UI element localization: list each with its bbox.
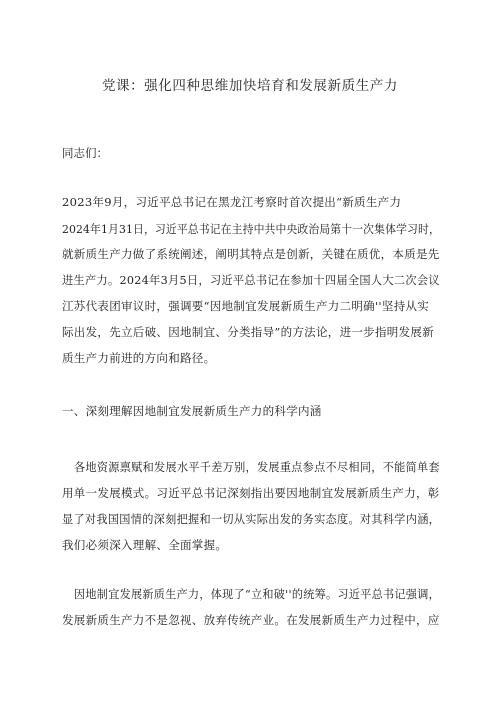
document-title: 党课：强化四种思维加快培育和发展新质生产力	[101, 78, 399, 94]
paragraph-2-line-4: 我们必须深入理解、全面掌握。	[62, 538, 228, 552]
paragraph-1-line-5: 江苏代表团审议时，强调要“因地制宜发展新质生产力二明确''坚持从实	[62, 299, 430, 313]
paragraph-3-line-1: 因地制宜发展新质生产力，体现了“立和破''的统筹。习近平总书记强调，	[74, 587, 441, 601]
paragraph-1-line-6: 际出发，先立后破、因地制宜、分类指导”的方法论，进一步指明发展新	[62, 325, 434, 339]
paragraph-1-line-1: 2023年9月，习近平总书记在黑龙江考察时首次提出“新质生产力	[62, 195, 402, 209]
paragraph-2-line-3: 显了对我国国情的深刻把握和一切从实际出发的务实态度。对其科学内涵，	[62, 512, 441, 526]
paragraph-1-line-4: 进生产力。2024年3月5日，习近平总书记在参加十四届全国人大二次会议	[62, 273, 440, 287]
paragraph-2-line-2: 用单一发展模式。习近平总书记深刻指出要因地制宜发展新质生产力，彰	[62, 486, 440, 500]
paragraph-1-line-2: 2024年1月31日，习近平总书记在主持中共中央政治局第十一次集体学习时，	[62, 222, 440, 236]
section-1-heading: 一、深刻理解因地制宜发展新质生产力的科学内涵	[62, 404, 322, 418]
paragraph-1-line-3: 就新质生产力做了系统阐述，阐明其特点是创新，关键在质优，本质是先	[62, 247, 440, 261]
paragraph-3-line-2: 发展新质生产力不是忽视、放弃传统产业。在发展新质生产力过程中，应	[62, 613, 440, 627]
salutation: 同志们：	[62, 146, 108, 160]
paragraph-2-line-1: 各地资源禀赋和发展水平千差万别，发展重点参点不尽相同，不能简单套	[74, 460, 440, 474]
paragraph-1-line-7: 质生产力前进的方向和路径。	[62, 351, 216, 365]
